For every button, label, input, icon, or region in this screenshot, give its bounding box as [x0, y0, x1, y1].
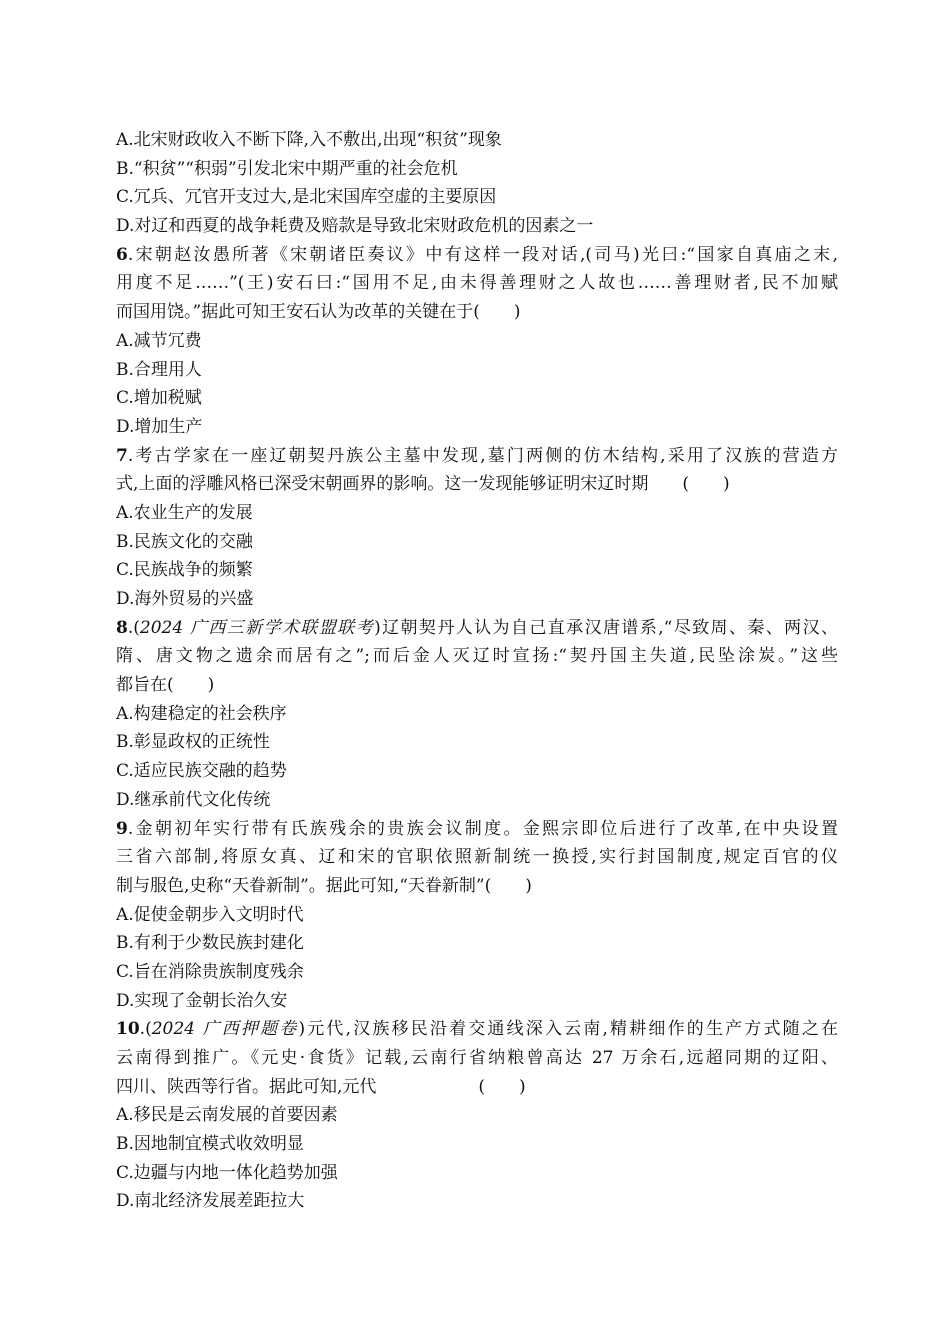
question-stem-line: 而国用饶。”据此可知王安石认为改革的关键在于( ) [116, 302, 521, 323]
question-stem-line: 6.宋朝赵汝愚所著《宋朝诸臣奏议》中有这样一段对话,(司马)光曰:“国家自真庙之末, [116, 244, 838, 265]
question-stem-line: 四川、陕西等行省。据此可知,元代 ( ) [116, 1076, 526, 1097]
option-a: A.移民是云南发展的首要因素 [116, 1105, 338, 1126]
question-stem-line: 都旨在( ) [116, 675, 215, 696]
option-a: A.构建稳定的社会秩序 [116, 703, 287, 724]
question-number: 9 [116, 818, 128, 839]
option-a: A.促使金朝步入文明时代 [116, 904, 304, 925]
question-stem-line: 8.(2024 广西三新学术联盟联考)辽朝契丹人认为自己直承汉唐谱系,“尽致周、秦、两汉、 [116, 617, 838, 638]
question-7 [116, 442, 838, 614]
option-b: B.民族文化的交融 [116, 531, 253, 552]
question-stem-line: 10.(2024 广西押题卷)元代,汉族移民沿着交通线深入云南,精耕细作的生产方式随之在 [116, 1019, 838, 1040]
exam-page [116, 126, 838, 1216]
question-9 [116, 815, 838, 1016]
option-d: D.增加生产 [116, 416, 203, 437]
option-a: A.农业生产的发展 [116, 502, 253, 523]
option-c: C.适应民族交融的趋势 [116, 761, 287, 782]
question-stem-line: 用度不足……”(王)安石曰:“国用不足,由未得善理财之人故也……善理财者,民不加赋 [116, 273, 838, 294]
option-b: B.彰显政权的正统性 [116, 732, 270, 753]
option-b: B.“积贫”“积弱”引发北宋中期严重的社会危机 [116, 158, 458, 179]
option-c: C.民族战争的频繁 [116, 560, 253, 581]
option-a: A.减节冗费 [116, 330, 202, 351]
question-6 [116, 241, 838, 442]
option-c: C.冗兵、冗官开支过大,是北宋国库空虚的主要原因 [116, 187, 497, 208]
question-stem-line: 7.考古学家在一座辽朝契丹族公主墓中发现,墓门两侧的仿木结构,采用了汉族的营造方 [116, 445, 838, 466]
question-number: 8 [116, 617, 128, 638]
option-d: D.对辽和西夏的战争耗费及赔款是导致北宋财政危机的因素之一 [116, 216, 594, 237]
option-a: A.北宋财政收入不断下降,入不敷出,出现“积贫”现象 [116, 130, 502, 150]
option-d: D.南北经济发展差距拉大 [116, 1191, 305, 1212]
question-stem-line: 9.金朝初年实行带有氏族残余的贵族会议制度。金熙宗即位后进行了改革,在中央设置 [116, 818, 838, 839]
question-number: 6 [116, 244, 128, 265]
question-stem-line: 式,上面的浮雕风格已深受宋朝画界的影响。这一发现能够证明宋辽时期 ( ) [116, 474, 730, 495]
option-b: B.有利于少数民族封建化 [116, 933, 304, 954]
question-stem-line: 云南得到推广。《元史·食货》记载,云南行省纳粮曾高达 27 万余石,远超同期的辽阳、 [116, 1048, 838, 1068]
option-c: C.边疆与内地一体化趋势加强 [116, 1162, 338, 1183]
question-stem-line: 隋、唐文物之遗余而居有之”;而后金人灭辽时宣扬:“契丹国主失道,民坠涂炭。”这些 [116, 646, 838, 667]
option-b: B.合理用人 [116, 359, 202, 380]
option-d: D.继承前代文化传统 [116, 789, 271, 810]
question-source: 2024 广西三新学术联盟联考 [139, 617, 375, 638]
question-5-options [116, 126, 838, 241]
option-c: C.增加税赋 [116, 388, 202, 409]
question-source: 2024 广西押题卷 [151, 1019, 299, 1040]
option-b: B.因地制宜模式收效明显 [116, 1134, 304, 1155]
question-number: 7 [116, 445, 128, 466]
question-number: 10 [116, 1019, 140, 1040]
option-c: C.旨在消除贵族制度残余 [116, 961, 304, 982]
option-d: D.海外贸易的兴盛 [116, 589, 254, 609]
question-8 [116, 614, 838, 815]
option-d: D.实现了金朝长治久安 [116, 990, 288, 1011]
question-stem-line: 三省六部制,将原女真、辽和宋的官职依照新制统一换授,实行封国制度,规定百官的仪 [116, 847, 838, 868]
question-10 [116, 1015, 838, 1216]
question-stem-line: 制与服色,史称“天眷新制”。据此可知,“天眷新制”( ) [116, 875, 532, 896]
